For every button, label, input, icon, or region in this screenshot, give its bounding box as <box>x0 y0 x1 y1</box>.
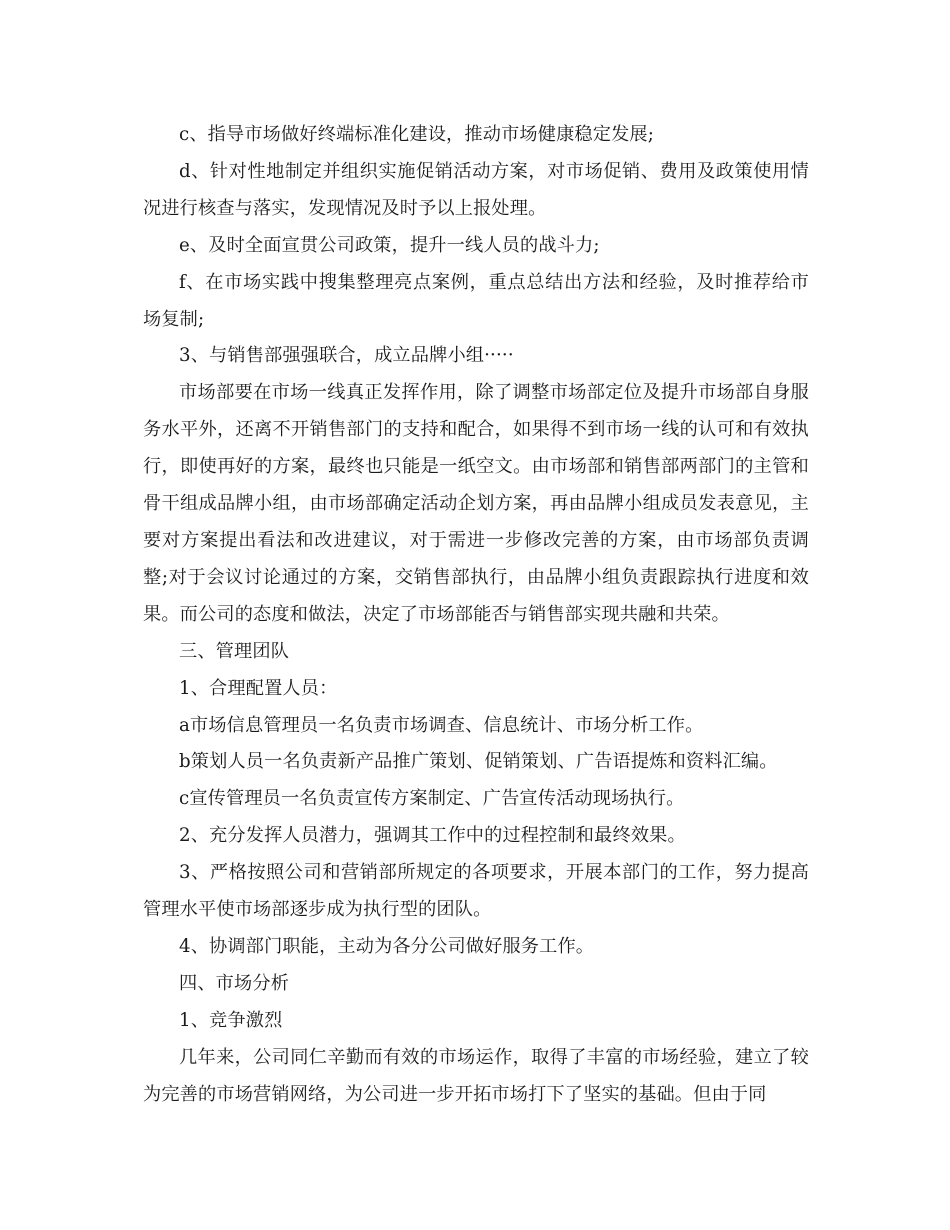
paragraph-f-case-collection: f、在市场实践中搜集整理亮点案例，重点总结出方法和经验，及时推荐给市场复制; <box>143 271 809 330</box>
document-body <box>143 117 809 1113</box>
paragraph-1-fierce-competition: 1、竞争激烈 <box>179 1009 283 1031</box>
paragraph-2-staff-potential: 2、充分发挥人员潜力，强调其工作中的过程控制和最终效果。 <box>179 825 686 847</box>
paragraph-4-coordination: 4、协调部门职能，主动为各分公司做好服务工作。 <box>179 935 595 957</box>
paragraph-e-policy-promotion: e、及时全面宣贯公司政策，提升一线人员的战斗力; <box>179 234 600 256</box>
paragraph-1-staffing: 1、合理配置人员： <box>179 677 338 699</box>
paragraph-market-experience: 几年来，公司同仁辛勤而有效的市场运作，取得了丰富的市场经验，建立了较为完善的市场营销网络，为公司进一步开拓市场打下了坚实的基础。但由于同 <box>143 1046 809 1105</box>
paragraph-d-promotion-plan: d、针对性地制定并组织实施促销活动方案，对市场促销、费用及政策使用情况进行核查与落实，发现情况及时予以上报处理。 <box>143 160 809 219</box>
paragraph-a-info-manager: a市场信息管理员一名负责市场调查、信息统计、市场分析工作。 <box>179 714 704 736</box>
paragraph-c-publicity-manager: c宣传管理员一名负责宣传方案制定、广告宣传活动现场执行。 <box>179 788 685 810</box>
paragraph-b-planner: b策划人员一名负责新产品推广策划、促销策划、广告语提炼和资料汇编。 <box>179 751 778 773</box>
paragraph-c-terminal-standardization: c、指导市场做好终端标准化建设，推动市场健康稳定发展; <box>179 124 655 145</box>
section-heading-market-analysis: 四、市场分析 <box>179 972 290 994</box>
section-heading-management-team: 三、管理团队 <box>179 640 290 662</box>
paragraph-3-brand-team-heading: 3、与销售部强强联合，成立品牌小组····· <box>179 345 514 367</box>
paragraph-3-requirements: 3、严格按照公司和营销部所规定的各项要求，开展本部门的工作，努力提高管理水平使市场部逐步成为执行型的团队。 <box>143 862 809 921</box>
paragraph-brand-team-body: 市场部要在市场一线真正发挥作用，除了调整市场部定位及提升市场部自身服务水平外，还离不开销售部门的支持和配合，如果得不到市场一线的认可和有效执行，即使再好的方案，最终也只能是一纸空文。由市场部和销售部两部门的主管和骨干组成品牌小组，由市场部确定活动企划方案，再由品牌小组成员发表意见，主要对方案提出看法和改进建议，对于需进一步修改完善的方案，由市场部负责调整;对于会议讨论通过的方案，交销售部执行，由品牌小组负责跟踪执行进度和效果。而公司的态度和做法，决定了市场部能否与销售部实现共融和共荣。 <box>143 382 809 625</box>
